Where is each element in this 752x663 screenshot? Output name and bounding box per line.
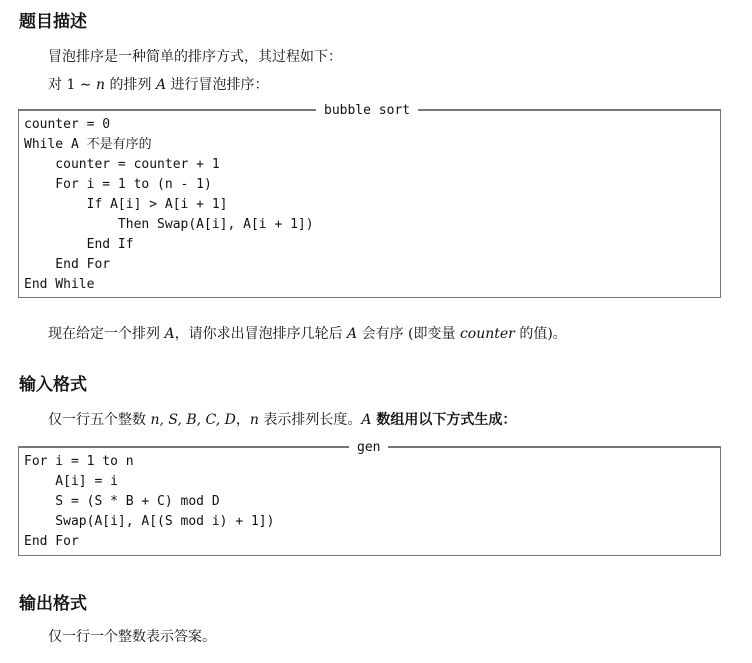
code-line: End If	[24, 237, 134, 252]
code-line: counter = counter + 1	[24, 157, 220, 172]
code-line: End For	[24, 257, 111, 272]
gen-code	[19, 447, 720, 557]
bubble-sort-code	[19, 110, 720, 300]
code-line: Swap(A[i], A[(S mod i) + 1])	[24, 514, 275, 529]
description-line-2: 对 1 ∼ n 的排列 A 进行冒泡排序：	[48, 77, 269, 93]
input-line: 仅一行五个整数 n, S, B, C, D，n 表示排列长度。A 数组用以下方式生成：	[48, 412, 517, 428]
code-line: If A[i] > A[i + 1]	[24, 197, 228, 212]
bubble-sort-caption: bubble sort	[19, 100, 720, 120]
description-after-code: 现在给定一个排列 A，请你求出冒泡排序几轮后 A 会有序 (即变量 counter 的值)。	[48, 326, 567, 342]
code-line: End While	[24, 277, 95, 292]
gen-code-block	[18, 439, 721, 556]
code-line: For i = 1 to n	[24, 454, 134, 469]
bubble-sort-code-block	[18, 102, 721, 298]
description-heading: 题目描述	[19, 12, 87, 32]
gen-caption: gen	[19, 437, 720, 457]
code-line: A[i] = i	[24, 474, 118, 489]
code-line: S = (S * B + C) mod D	[24, 494, 220, 509]
code-line: Then Swap(A[i], A[i + 1])	[24, 217, 314, 232]
input-heading: 输入格式	[19, 375, 87, 395]
description-line-1: 冒泡排序是一种简单的排序方式，其过程如下：	[48, 49, 342, 65]
output-line: 仅一行一个整数表示答案。	[48, 629, 216, 645]
code-line: While A 不是有序的	[24, 137, 152, 152]
code-line: counter = 0	[24, 117, 111, 132]
code-line: For i = 1 to (n - 1)	[24, 177, 212, 192]
code-line: End For	[24, 534, 79, 549]
output-heading: 输出格式	[19, 594, 87, 614]
